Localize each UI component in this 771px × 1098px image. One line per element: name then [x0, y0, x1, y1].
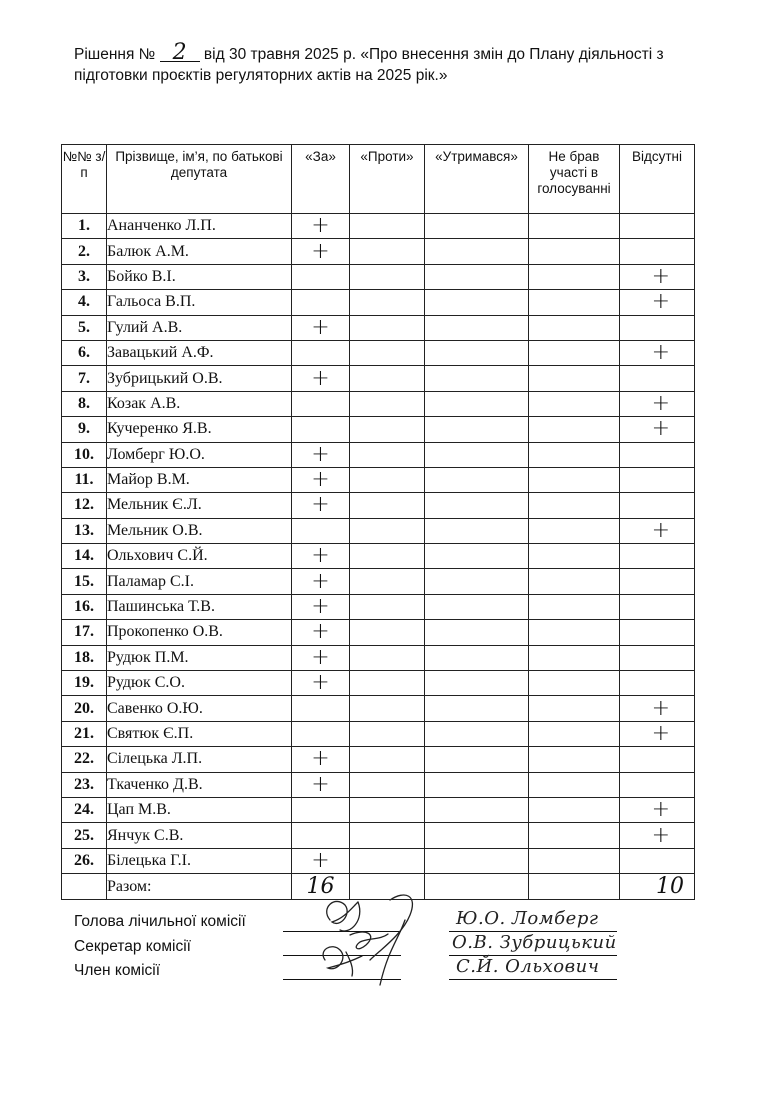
vote-mark: + — [311, 543, 330, 569]
signature-name: Ю.О. Ломберг — [456, 908, 599, 929]
col-za: «За» — [292, 145, 350, 214]
table-row — [62, 671, 695, 696]
deputy-name: Сілецька Л.П. — [107, 747, 292, 772]
vote-absent-cell — [620, 594, 695, 619]
vote-mark: + — [311, 594, 330, 620]
vote-absent-cell — [620, 671, 695, 696]
vote-za-cell — [292, 823, 350, 848]
vote-proty-cell — [350, 467, 425, 492]
vote-not-voted-cell — [529, 315, 620, 340]
vote-mark: + — [651, 517, 670, 543]
handwritten-signatures — [310, 890, 440, 1000]
vote-utrymavsia-cell — [425, 340, 529, 365]
vote-absent-cell — [620, 518, 695, 543]
decision-title — [74, 40, 734, 86]
vote-za-cell — [292, 772, 350, 797]
row-number: 6. — [62, 340, 107, 365]
deputy-name: Бойко В.І. — [107, 264, 292, 289]
deputy-name: Зубрицький О.В. — [107, 366, 292, 391]
vote-utrymavsia-cell — [425, 569, 529, 594]
vote-absent-cell — [620, 797, 695, 822]
vote-utrymavsia-cell — [425, 772, 529, 797]
vote-not-voted-cell — [529, 696, 620, 721]
vote-proty-cell — [350, 772, 425, 797]
deputy-name: Мельник О.В. — [107, 518, 292, 543]
row-number: 5. — [62, 315, 107, 340]
voting-table — [61, 144, 695, 900]
vote-proty-cell — [350, 797, 425, 822]
vote-za-cell — [292, 544, 350, 569]
table-row — [62, 417, 695, 442]
vote-utrymavsia-cell — [425, 620, 529, 645]
vote-za-cell — [292, 239, 350, 264]
vote-not-voted-cell — [529, 772, 620, 797]
decision-subject: від 30 травня 2025 р. «Про внесення змін до Плану діяльності з підготовки проєктів регуляторних актів на 2025 рік.» — [74, 46, 664, 84]
vote-proty-cell — [350, 214, 425, 239]
vote-absent-cell — [620, 493, 695, 518]
vote-absent-cell — [620, 417, 695, 442]
row-number: 10. — [62, 442, 107, 467]
decision-prefix: Рішення № — [74, 46, 156, 63]
vote-absent-cell — [620, 366, 695, 391]
deputy-name: Ткаченко Д.В. — [107, 772, 292, 797]
row-number: 11. — [62, 467, 107, 492]
deputy-name: Гальоса В.П. — [107, 290, 292, 315]
row-number: 25. — [62, 823, 107, 848]
vote-za-cell — [292, 290, 350, 315]
vote-za-cell — [292, 569, 350, 594]
row-number: 1. — [62, 214, 107, 239]
table-row — [62, 264, 695, 289]
vote-za-cell — [292, 696, 350, 721]
vote-utrymavsia-cell — [425, 264, 529, 289]
vote-not-voted-cell — [529, 417, 620, 442]
vote-mark: + — [311, 847, 330, 873]
row-number: 7. — [62, 366, 107, 391]
table-row — [62, 823, 695, 848]
vote-not-voted-cell — [529, 264, 620, 289]
table-row — [62, 493, 695, 518]
row-number: 15. — [62, 569, 107, 594]
table-row — [62, 721, 695, 746]
vote-proty-cell — [350, 594, 425, 619]
vote-proty-cell — [350, 747, 425, 772]
vote-proty-cell — [350, 340, 425, 365]
col-proty: «Проти» — [350, 145, 425, 214]
vote-mark: + — [311, 492, 330, 518]
vote-za-cell — [292, 518, 350, 543]
signature-role: Член комісії — [74, 962, 161, 979]
vote-za-cell — [292, 391, 350, 416]
vote-proty-cell — [350, 645, 425, 670]
vote-not-voted-cell — [529, 823, 620, 848]
vote-mark: + — [651, 695, 670, 721]
vote-za-cell — [292, 214, 350, 239]
vote-not-voted-cell — [529, 290, 620, 315]
vote-utrymavsia-cell — [425, 417, 529, 442]
vote-za-cell — [292, 417, 350, 442]
vote-not-voted-cell — [529, 366, 620, 391]
vote-proty-cell — [350, 417, 425, 442]
vote-proty-cell — [350, 696, 425, 721]
vote-proty-cell — [350, 442, 425, 467]
vote-utrymavsia-cell — [425, 366, 529, 391]
vote-not-voted-cell — [529, 214, 620, 239]
vote-absent-cell — [620, 442, 695, 467]
vote-utrymavsia-cell — [425, 518, 529, 543]
row-number: 23. — [62, 772, 107, 797]
vote-utrymavsia-cell — [425, 671, 529, 696]
vote-mark: + — [311, 314, 330, 340]
decision-number: 2 — [160, 45, 200, 62]
col-not-voted: Не брав участі в голосуванні — [529, 145, 620, 214]
row-number: 2. — [62, 239, 107, 264]
row-number: 21. — [62, 721, 107, 746]
signature-name: О.В. Зубрицький — [452, 932, 617, 953]
row-number: 9. — [62, 417, 107, 442]
vote-mark: + — [311, 365, 330, 391]
vote-za-cell — [292, 747, 350, 772]
vote-absent-cell — [620, 214, 695, 239]
vote-mark: + — [651, 340, 670, 366]
vote-absent-cell — [620, 823, 695, 848]
vote-utrymavsia-cell — [425, 467, 529, 492]
vote-za-cell — [292, 594, 350, 619]
vote-mark: + — [651, 390, 670, 416]
signature-role: Голова лічильної комісії — [74, 913, 246, 930]
table-row — [62, 366, 695, 391]
vote-proty-cell — [350, 264, 425, 289]
deputy-name: Кучеренко Я.В. — [107, 417, 292, 442]
table-row — [62, 518, 695, 543]
col-absent: Відсутні — [620, 145, 695, 214]
deputy-name: Паламар С.І. — [107, 569, 292, 594]
vote-not-voted-cell — [529, 569, 620, 594]
vote-absent-cell — [620, 620, 695, 645]
deputy-name: Прокопенко О.В. — [107, 620, 292, 645]
deputy-name: Балюк А.М. — [107, 239, 292, 264]
vote-not-voted-cell — [529, 797, 620, 822]
vote-proty-cell — [350, 518, 425, 543]
vote-za-cell — [292, 493, 350, 518]
deputy-name: Майор В.М. — [107, 467, 292, 492]
vote-not-voted-cell — [529, 671, 620, 696]
deputy-name: Ананченко Л.П. — [107, 214, 292, 239]
table-row — [62, 315, 695, 340]
vote-proty-cell — [350, 823, 425, 848]
vote-za-cell — [292, 620, 350, 645]
vote-proty-cell — [350, 620, 425, 645]
table-header-row — [62, 145, 695, 214]
vote-utrymavsia-cell — [425, 290, 529, 315]
table-row — [62, 442, 695, 467]
vote-absent-cell — [620, 340, 695, 365]
vote-proty-cell — [350, 544, 425, 569]
vote-mark: + — [311, 670, 330, 696]
table-row — [62, 544, 695, 569]
vote-not-voted-cell — [529, 518, 620, 543]
signature-line — [449, 979, 617, 980]
col-utrymavsia: «Утримався» — [425, 145, 529, 214]
signature-name: С.Й. Ольхович — [456, 956, 600, 977]
deputy-name: Козак А.В. — [107, 391, 292, 416]
row-number: 22. — [62, 747, 107, 772]
table-row — [62, 747, 695, 772]
vote-proty-cell — [350, 569, 425, 594]
vote-absent-cell — [620, 544, 695, 569]
row-number: 8. — [62, 391, 107, 416]
deputy-name: Рудюк П.М. — [107, 645, 292, 670]
vote-za-cell — [292, 340, 350, 365]
row-number: 19. — [62, 671, 107, 696]
vote-not-voted-cell — [529, 620, 620, 645]
vote-utrymavsia-cell — [425, 544, 529, 569]
deputy-name: Завацький А.Ф. — [107, 340, 292, 365]
total-label: Разом: — [107, 874, 292, 900]
vote-za-cell — [292, 315, 350, 340]
vote-not-voted-cell — [529, 239, 620, 264]
row-number: 20. — [62, 696, 107, 721]
table-row — [62, 214, 695, 239]
vote-not-voted-cell — [529, 493, 620, 518]
vote-utrymavsia-cell — [425, 315, 529, 340]
row-number: 13. — [62, 518, 107, 543]
vote-absent-cell — [620, 747, 695, 772]
col-number: №№ з/п — [62, 145, 107, 214]
total-za: 16 — [306, 874, 335, 900]
vote-proty-cell — [350, 848, 425, 873]
vote-mark: + — [311, 771, 330, 797]
table-row — [62, 391, 695, 416]
table-row — [62, 594, 695, 619]
vote-not-voted-cell — [529, 544, 620, 569]
vote-not-voted-cell — [529, 747, 620, 772]
vote-utrymavsia-cell — [425, 848, 529, 873]
row-number: 26. — [62, 848, 107, 873]
deputy-name: Янчук С.В. — [107, 823, 292, 848]
vote-absent-cell — [620, 569, 695, 594]
table-row — [62, 290, 695, 315]
vote-utrymavsia-cell — [425, 239, 529, 264]
vote-mark: + — [311, 467, 330, 493]
deputy-name: Цап М.В. — [107, 797, 292, 822]
vote-utrymavsia-cell — [425, 797, 529, 822]
vote-not-voted-cell — [529, 721, 620, 746]
vote-za-cell — [292, 721, 350, 746]
vote-mark: + — [651, 416, 670, 442]
row-number: 4. — [62, 290, 107, 315]
vote-proty-cell — [350, 721, 425, 746]
vote-utrymavsia-cell — [425, 823, 529, 848]
table-row — [62, 340, 695, 365]
vote-not-voted-cell — [529, 645, 620, 670]
vote-not-voted-cell — [529, 467, 620, 492]
vote-utrymavsia-cell — [425, 721, 529, 746]
table-row — [62, 645, 695, 670]
vote-utrymavsia-cell — [425, 493, 529, 518]
vote-mark: + — [311, 644, 330, 670]
deputy-name: Рудюк С.О. — [107, 671, 292, 696]
deputy-name: Пашинська Т.В. — [107, 594, 292, 619]
vote-mark: + — [651, 822, 670, 848]
vote-za-cell — [292, 467, 350, 492]
row-number: 14. — [62, 544, 107, 569]
row-number: 24. — [62, 797, 107, 822]
vote-za-cell — [292, 671, 350, 696]
vote-za-cell — [292, 848, 350, 873]
table-row — [62, 467, 695, 492]
vote-utrymavsia-cell — [425, 747, 529, 772]
row-number: 3. — [62, 264, 107, 289]
vote-proty-cell — [350, 391, 425, 416]
table-row — [62, 569, 695, 594]
deputy-name: Мельник Є.Л. — [107, 493, 292, 518]
vote-absent-cell — [620, 848, 695, 873]
vote-mark: + — [311, 238, 330, 264]
vote-utrymavsia-cell — [425, 645, 529, 670]
row-number: 16. — [62, 594, 107, 619]
row-number: 18. — [62, 645, 107, 670]
vote-mark: + — [651, 797, 670, 823]
vote-absent-cell — [620, 696, 695, 721]
vote-mark: + — [651, 263, 670, 289]
row-number: 17. — [62, 620, 107, 645]
vote-absent-cell — [620, 315, 695, 340]
vote-utrymavsia-cell — [425, 214, 529, 239]
table-row — [62, 620, 695, 645]
deputy-name: Білецька Г.І. — [107, 848, 292, 873]
vote-za-cell — [292, 442, 350, 467]
vote-utrymavsia-cell — [425, 391, 529, 416]
row-number: 12. — [62, 493, 107, 518]
vote-za-cell — [292, 645, 350, 670]
vote-za-cell — [292, 264, 350, 289]
vote-mark: + — [311, 213, 330, 239]
vote-utrymavsia-cell — [425, 696, 529, 721]
vote-proty-cell — [350, 290, 425, 315]
vote-mark: + — [311, 619, 330, 645]
deputy-name: Савенко О.Ю. — [107, 696, 292, 721]
vote-mark: + — [311, 746, 330, 772]
vote-absent-cell — [620, 721, 695, 746]
vote-not-voted-cell — [529, 340, 620, 365]
vote-absent-cell — [620, 467, 695, 492]
vote-utrymavsia-cell — [425, 442, 529, 467]
table-row — [62, 848, 695, 873]
signature-block — [74, 910, 246, 984]
vote-mark: + — [311, 441, 330, 467]
vote-za-cell — [292, 797, 350, 822]
signature-role: Секретар комісії — [74, 937, 191, 955]
vote-mark: + — [651, 721, 670, 746]
table-row — [62, 797, 695, 822]
vote-not-voted-cell — [529, 848, 620, 873]
col-name: Прізвище, ім’я, по батькові депутата — [107, 145, 292, 214]
vote-absent-cell — [620, 391, 695, 416]
vote-proty-cell — [350, 315, 425, 340]
deputy-name: Гулий А.В. — [107, 315, 292, 340]
table-row — [62, 239, 695, 264]
vote-proty-cell — [350, 671, 425, 696]
vote-not-voted-cell — [529, 594, 620, 619]
vote-absent-cell — [620, 290, 695, 315]
vote-mark: + — [651, 289, 670, 315]
vote-absent-cell — [620, 239, 695, 264]
vote-not-voted-cell — [529, 391, 620, 416]
table-row — [62, 696, 695, 721]
deputy-name: Ломберг Ю.О. — [107, 442, 292, 467]
table-row — [62, 772, 695, 797]
vote-mark: + — [311, 568, 330, 594]
vote-proty-cell — [350, 493, 425, 518]
total-absent: 10 — [656, 874, 684, 900]
vote-utrymavsia-cell — [425, 594, 529, 619]
vote-za-cell — [292, 366, 350, 391]
vote-absent-cell — [620, 772, 695, 797]
deputy-name: Святюк Є.П. — [107, 721, 292, 746]
vote-absent-cell — [620, 264, 695, 289]
deputy-name: Ольхович С.Й. — [107, 544, 292, 569]
vote-absent-cell — [620, 645, 695, 670]
vote-proty-cell — [350, 239, 425, 264]
vote-proty-cell — [350, 366, 425, 391]
vote-not-voted-cell — [529, 442, 620, 467]
